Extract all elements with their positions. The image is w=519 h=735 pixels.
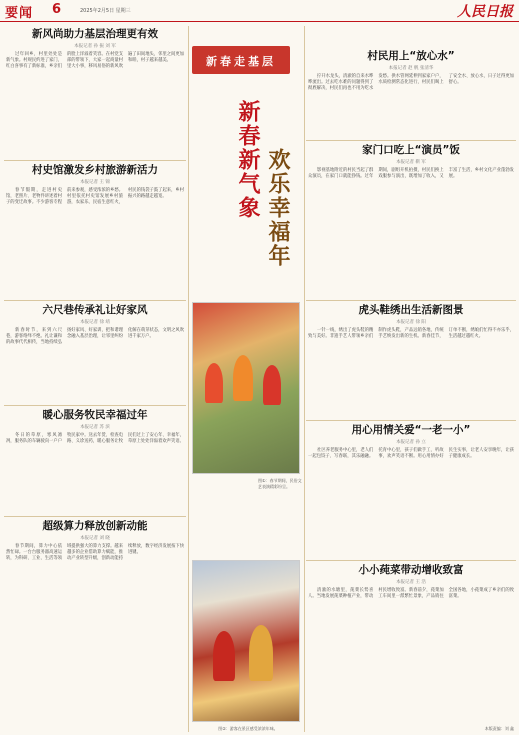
photo-figure <box>249 625 273 681</box>
article-byline: 本报记者 徐 阳 <box>396 320 426 325</box>
photo-scenic-area <box>192 560 300 722</box>
article-body: 新春时节，来到六尺巷，游客络绎不绝。礼让谦和的故事代代相传，当地持续弘扬好家风、好家训，把和谐理念融入基层治理，让邻里纠纷化解在萌芽状态，文明之风吹进千家万户。 <box>6 328 184 345</box>
row-rule <box>4 405 186 406</box>
article-byline: 本报记者 赵 帆 张清华 <box>388 66 434 71</box>
article-byline: 本报记者 苏 滨 <box>80 425 110 430</box>
feature-title-part2: 欢乐幸福年 <box>265 148 290 268</box>
row-rule <box>306 140 516 141</box>
issue-date: 2025年2月5日 星期三 <box>80 8 131 14</box>
article-a1 <box>6 28 184 158</box>
article-headline: 用心用情关爱“一老一小” <box>351 424 471 436</box>
feature-title-part1: 新春新气象 <box>235 100 260 220</box>
article-headline: 新风尚助力基层治理更有效 <box>32 28 158 40</box>
article-byline: 本报记者 王 浩 <box>396 580 426 585</box>
article-headline: 村史馆激发乡村旅游新活力 <box>32 164 158 176</box>
article-headline: 六尺巷传承礼让好家风 <box>42 304 148 316</box>
article-a10 <box>308 564 514 722</box>
article-byline: 本报记者 王 锦 <box>80 180 110 185</box>
row-rule <box>4 160 186 161</box>
page-credits: 本版责编：刘 鑫 <box>484 726 514 731</box>
article-a7 <box>308 144 514 298</box>
row-rule <box>306 560 516 561</box>
article-body: 社区养老服务中心里，老人们一起包饺子、写春联，其乐融融。托育中心里，孩子们做手工、听故事，欢声笑语不断。用心用情办好民生实事，让老人安享晚年，让孩子健康成长。 <box>308 448 514 459</box>
photo-figure <box>263 365 281 405</box>
feature-banner <box>192 46 290 74</box>
row-rule <box>306 300 516 301</box>
banner-label: 新春走基层 <box>206 55 276 68</box>
page-number: 6 <box>52 2 62 17</box>
article-byline: 本报记者 靳 军 <box>396 160 426 165</box>
article-body: 清澈的水塘里，莼菜长势喜人。当地发展莼菜种植产业，带动村民增收致富。新春前夕，莼菜加工车间里一派繁忙景象，产品销往全国各地，小莼菜成了乡亲们的致富菜。 <box>308 588 514 599</box>
section-name: 要闻 <box>5 6 34 21</box>
article-headline: 家门口吃上“演员”饭 <box>362 144 460 156</box>
article-body: 影视基地附近的村民当起了群众演员，在家门口就能挣钱。过年期间，剧组开机拍摄，村民们换上戏服参与演出，既增加了收入，又丰富了生活，乡村文化产业蓬勃发展。 <box>308 168 514 179</box>
article-headline: 小小莼菜带动增收致富 <box>358 564 464 576</box>
photo-folk-performance <box>192 302 300 474</box>
article-byline: 本报记者 孙 振 刘 军 <box>74 44 116 49</box>
column-rule-left <box>188 26 189 732</box>
article-a6 <box>308 50 514 138</box>
article-byline: 本报记者 孙 立 <box>396 440 426 445</box>
photo1-caption: 图①：春节期间，民俗文艺表演精彩纷呈。 <box>258 478 302 489</box>
article-body: 拧开水龙头，清澈的自来水哗哗流出。过去吃水难的问题得到了彻底解决，村民们再也不用为吃水发愁。供水管网延伸到家家户户，水质检测常态化进行，村民们喝上了安全水、放心水，日子过得更加舒心。 <box>308 74 514 91</box>
article-a3 <box>6 304 184 403</box>
article-headline: 虎头鞋绣出生活新图景 <box>358 304 464 316</box>
photo2-caption: 图②：游客在景区感受浓浓年味。 <box>218 726 278 731</box>
page-header <box>0 0 519 22</box>
article-a9 <box>308 424 514 558</box>
photo-figure <box>213 631 235 681</box>
article-body: 春节假期，走进村史馆，老照片、老物件讲述着村子的变迁故事。不少游客专程前来参观，感受浓浓的乡愁。村里依托村史馆发展乡村旅游，农家乐、民宿生意红火，村民的钱袋子鼓了起来，乡村振兴的路越走越宽。 <box>6 188 184 205</box>
article-a4 <box>6 409 184 514</box>
row-rule <box>4 300 186 301</box>
article-headline: 超级算力释放创新动能 <box>42 520 148 532</box>
article-a5 <box>6 520 184 730</box>
row-rule <box>306 420 516 421</box>
article-headline: 暖心服务牧民幸福过年 <box>42 409 148 421</box>
article-byline: 本报记者 徐 靖 <box>80 320 110 325</box>
article-byline: 本报记者 刘 晓 <box>80 536 110 541</box>
newspaper-logo: 人民日报 <box>457 4 513 20</box>
article-body: 冬日的草原，寒风凛冽，服务队的车辆驶向一户户牧民家中。送去年货、检查电路、义诊送药，暖心服务让牧民们过上了安心年、幸福年，草原上处处洋溢着欢声笑语。 <box>6 433 184 444</box>
photo-figure <box>233 355 253 401</box>
article-a8 <box>308 304 514 418</box>
photo-figure <box>205 363 223 403</box>
article-body: 一针一线，绣出了虎头鞋的精致与美好。非遗手艺人带领乡亲们制作虎头鞋，产品远销各地，传统手艺焕发出新的生机。新春佳节，订单不断，绣娘们忙得不亦乐乎，生活越过越红火。 <box>308 328 514 339</box>
article-body: 春节期间，算力中心依然忙碌。一台台服务器高速运转，为科研、工业、生活等领域提供强大的算力支撑。越来越多的企业借助算力赋能，推动产业转型升级，创新动能持续释放，数字经济发展按下快进键。 <box>6 544 184 561</box>
article-headline: 村民用上“放心水” <box>367 50 455 62</box>
article-body: 过年回乡，村里处处是新气象。村规民约进了家门，红白喜事有了新标准，乡亲们的脸上洋溢着笑容。在村党支部的带领下，大家一起商量村里大小事，移风易俗的新风吹遍了田间地头，邻里之间更加和睦，村子越来越美。 <box>6 52 184 69</box>
column-rule-right <box>304 26 305 732</box>
row-rule <box>4 516 186 517</box>
article-a2 <box>6 164 184 298</box>
